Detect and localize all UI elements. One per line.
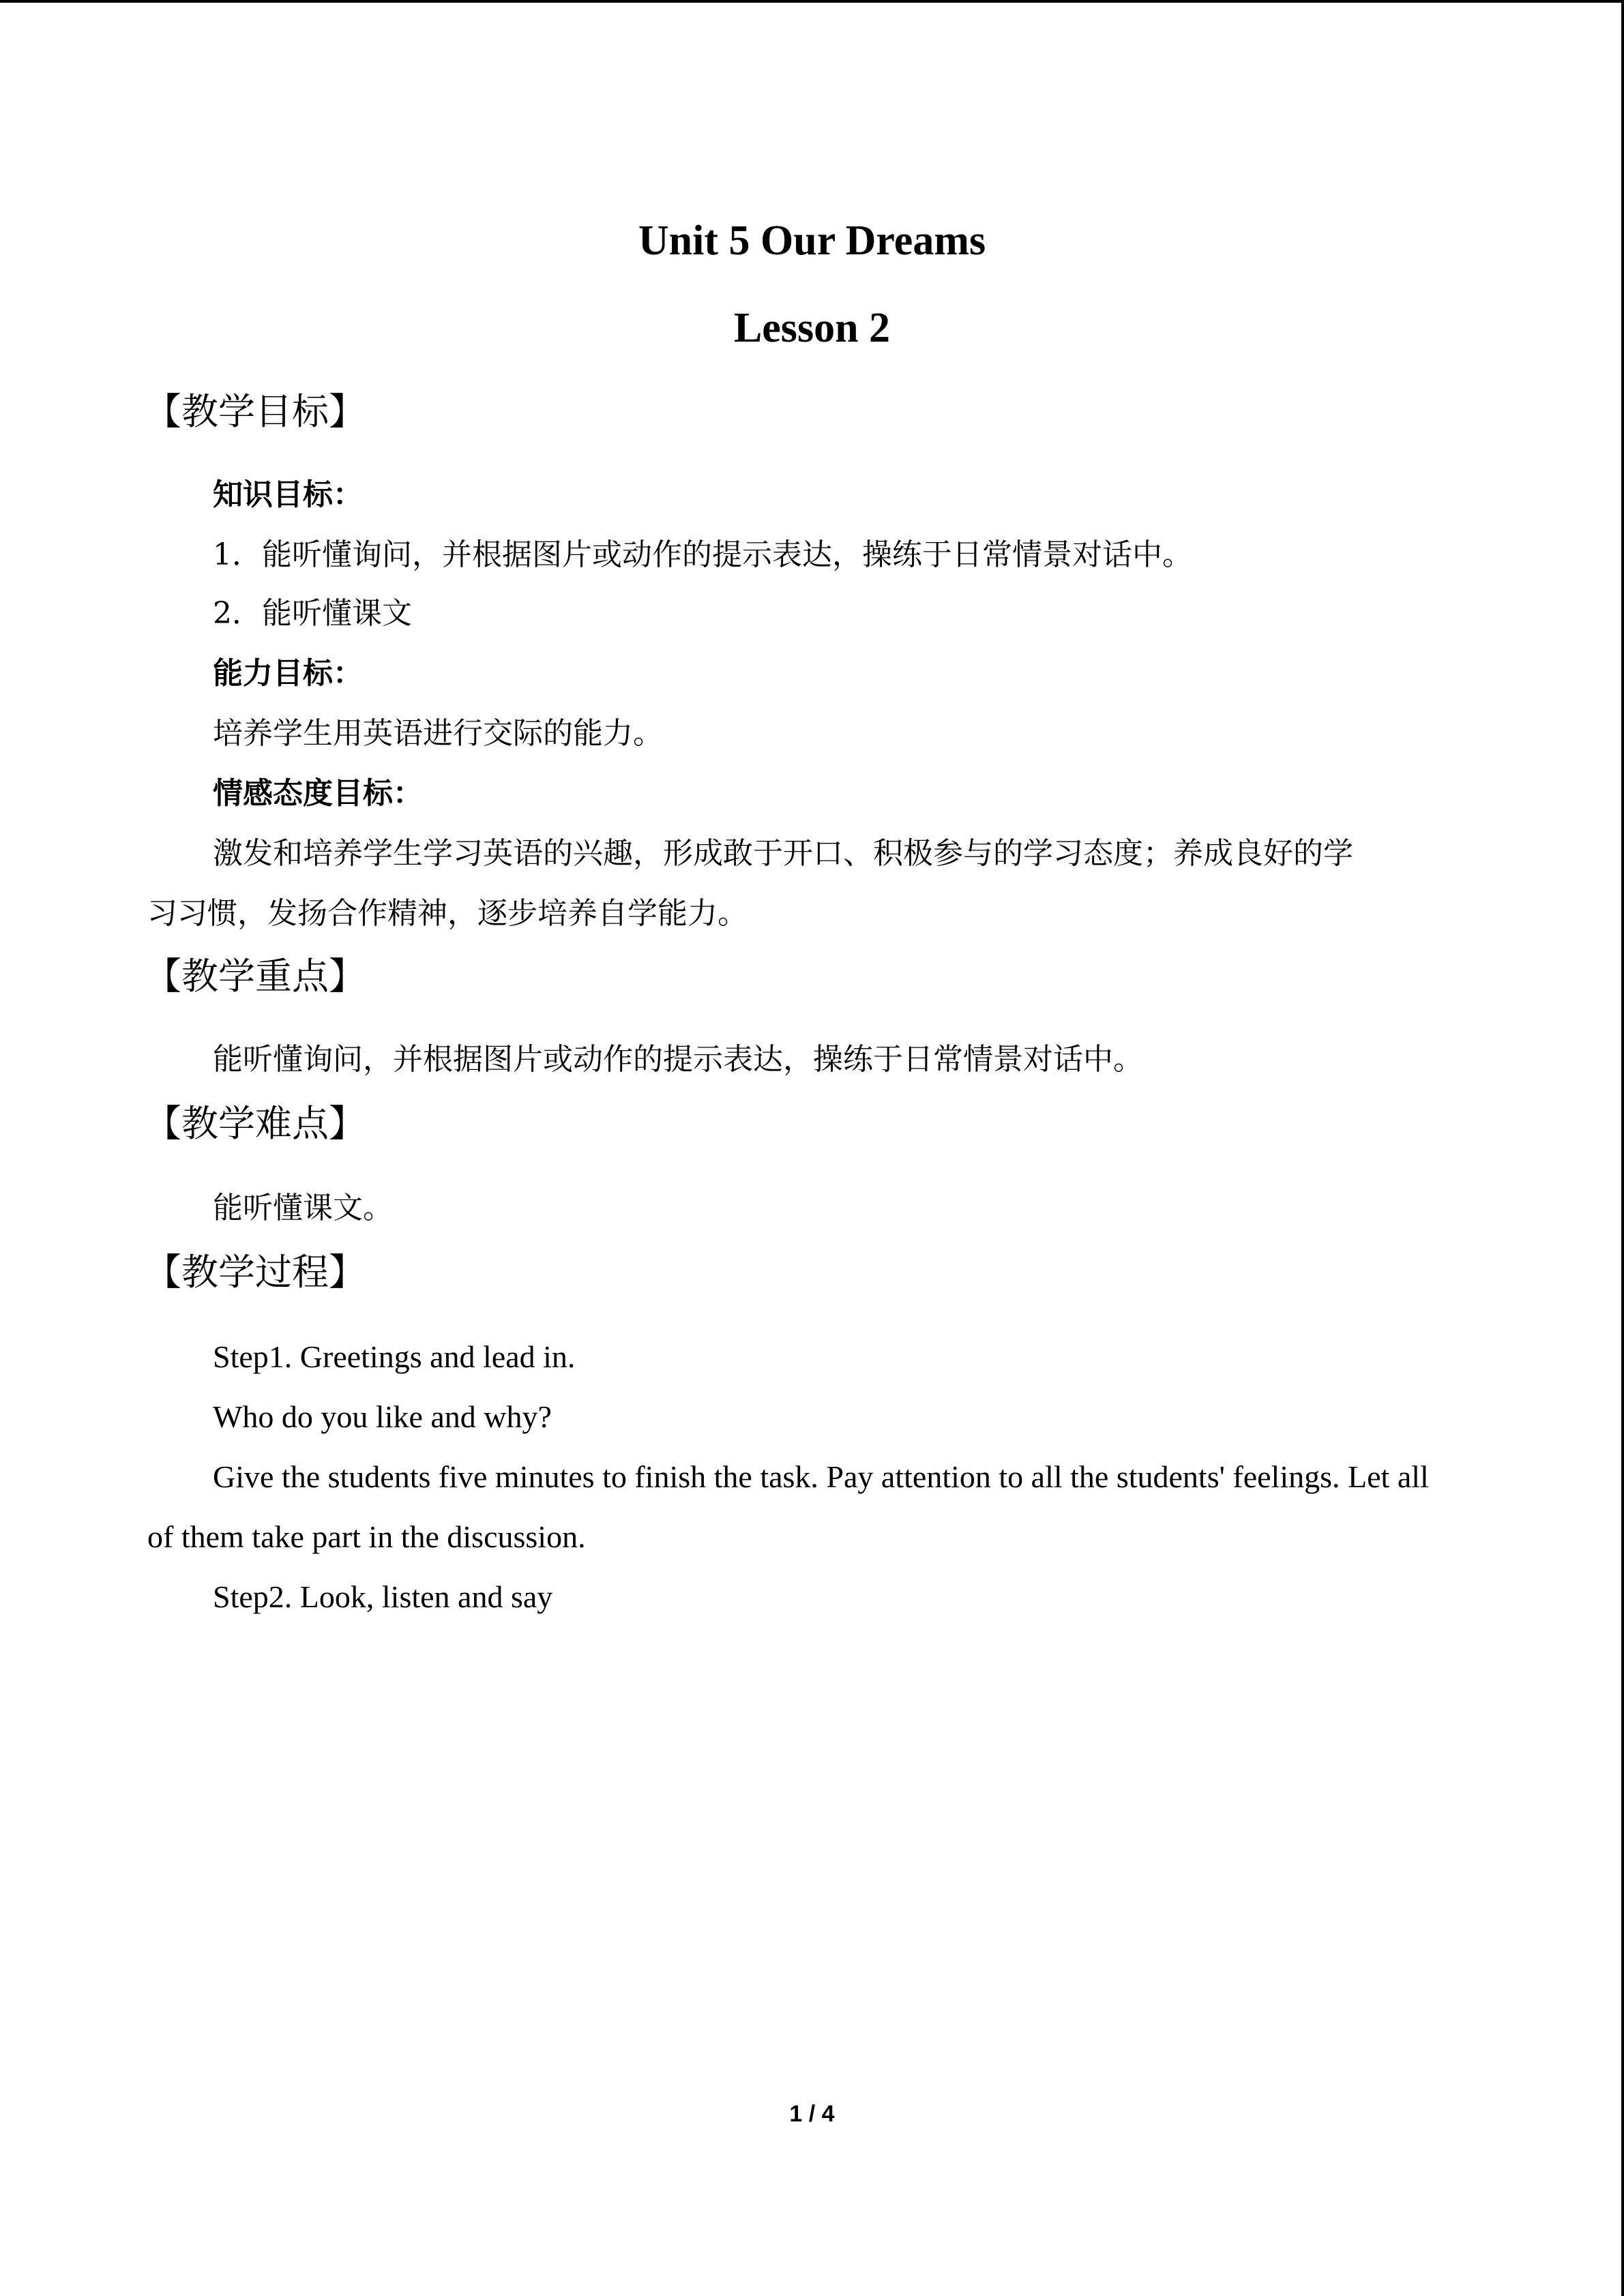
emotion-objective-text-line2: 习习惯，发扬合作精神，逐步培养自学能力。 [147, 896, 748, 931]
knowledge-objective-label: 知识目标： [213, 477, 363, 512]
emotion-objective-text-line1: 激发和培养学生学习英语的兴趣，形成敢于开口、积极参与的学习态度；养成良好的学 [213, 836, 1353, 871]
process-instruction-line1: Give the students five minutes to finish the task. Pay attention to all the students' feelings. Let all [213, 1459, 1429, 1494]
ability-objective-text: 培养学生用英语进行交际的能力。 [213, 716, 663, 751]
document-subtitle: Lesson 2 [733, 305, 891, 351]
process-step1: Step1. Greetings and lead in. [213, 1339, 576, 1374]
process-question: Who do you like and why? [213, 1399, 552, 1434]
knowledge-item-1: 1．能听懂询问，并根据图片或动作的提示表达，操练于日常情景对话中。 [213, 537, 1192, 572]
section-heading-difficulties: 【教学难点】 [145, 1102, 366, 1145]
knowledge-item-2: 2．能听懂课文 [213, 596, 412, 631]
process-instruction-line2: of them take part in the discussion. [147, 1519, 586, 1554]
ability-objective-label: 能力目标： [213, 656, 363, 691]
key-points-text: 能听懂询问，并根据图片或动作的提示表达，操练于日常情景对话中。 [213, 1042, 1143, 1077]
section-heading-key-points: 【教学重点】 [145, 955, 366, 998]
difficulties-text: 能听懂课文。 [213, 1191, 393, 1225]
process-step2: Step2. Look, listen and say [213, 1579, 553, 1614]
page-number: 1 / 4 [789, 2101, 835, 2127]
section-heading-objectives: 【教学目标】 [145, 390, 366, 433]
document-title: Unit 5 Our Dreams [638, 218, 986, 264]
section-heading-process: 【教学过程】 [145, 1251, 366, 1294]
emotion-objective-label: 情感态度目标： [213, 776, 423, 811]
page-border-top [0, 0, 1624, 3]
